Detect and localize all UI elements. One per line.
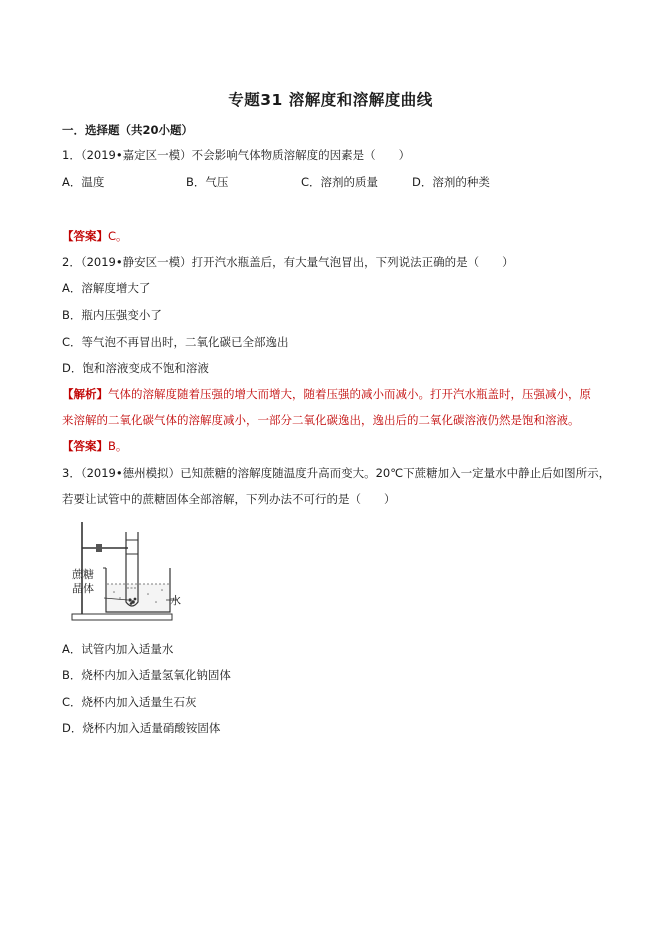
answer-value: C。 [108, 229, 128, 243]
question-2-answer [62, 438, 127, 454]
question-3-option-b[interactable]: B．烧杯内加入适量氢氧化钠固体 [62, 668, 231, 682]
sugar-crystal [134, 598, 137, 601]
question-3-stem-line-2: 若要让试管中的蔗糖固体全部溶解，下列办法不可行的是（ ） [62, 492, 396, 506]
question-1-answer [62, 228, 128, 244]
question-1-stem: 1．（2019•嘉定区一模）不会影响气体物质溶解度的因素是（ ） [62, 148, 411, 162]
clamp-jaw [126, 540, 138, 554]
question-2-option-b[interactable]: B．瓶内压强变小了 [62, 308, 162, 322]
question-2-option-d[interactable]: D．饱和溶液变成不饱和溶液 [62, 361, 209, 375]
clamp-knob [96, 544, 102, 552]
question-1-option-a[interactable]: A．温度 [62, 175, 105, 189]
question-1-option-b[interactable]: B．气压 [186, 175, 229, 189]
question-2-analysis-line-1 [62, 386, 591, 402]
page-title: 专题31 溶解度和溶解度曲线 [228, 91, 433, 109]
sugar-crystal [128, 598, 131, 601]
figure-label-sugar: 蔗糖 [72, 568, 94, 581]
figure-label-crystal: 晶体 [72, 582, 94, 595]
analysis-text-1: 气体的溶解度随着压强的增大而增大，随着压强的减小而减小。打开汽水瓶盖时，压强减小，原 [108, 387, 591, 401]
question-2-option-c[interactable]: C．等气泡不再冒出时，二氧化碳已全部逸出 [62, 335, 289, 349]
figure-label-water: 水 [170, 594, 181, 607]
question-3-option-d[interactable]: D．烧杯内加入适量硝酸铵固体 [62, 721, 221, 735]
question-2-analysis-line-2: 来溶解的二氧化碳气体的溶解度减小，一部分二氧化碳逸出，逸出后的二氧化碳溶液仍然是饱和溶液。 [62, 413, 580, 427]
question-1-option-c[interactable]: C．溶剂的质量 [301, 175, 379, 189]
answer-label: 【答案】 [62, 229, 108, 243]
question-1-option-d[interactable]: D．溶剂的种类 [412, 175, 490, 189]
answer-value: B。 [108, 439, 128, 453]
analysis-label: 【解析】 [62, 387, 108, 401]
answer-label: 【答案】 [62, 439, 108, 453]
sugar-crystal [130, 602, 133, 605]
question-2-stem: 2．（2019•静安区一模）打开汽水瓶盖后，有大量气泡冒出，下列说法正确的是（ ） [62, 255, 514, 269]
question-2-option-a[interactable]: A．溶解度增大了 [62, 281, 151, 295]
question-3-stem-line-1: 3．（2019•德州模拟）已知蔗糖的溶解度随温度升高而变大。20℃下蔗糖加入一定量水中静止后如图所示， [62, 466, 611, 480]
question-3-option-a[interactable]: A．试管内加入适量水 [62, 642, 174, 656]
question-3-option-c[interactable]: C．烧杯内加入适量生石灰 [62, 695, 197, 709]
apparatus-figure [70, 518, 190, 630]
section-heading: 一．选择题（共20小题） [62, 123, 194, 137]
stand-base [72, 614, 172, 620]
